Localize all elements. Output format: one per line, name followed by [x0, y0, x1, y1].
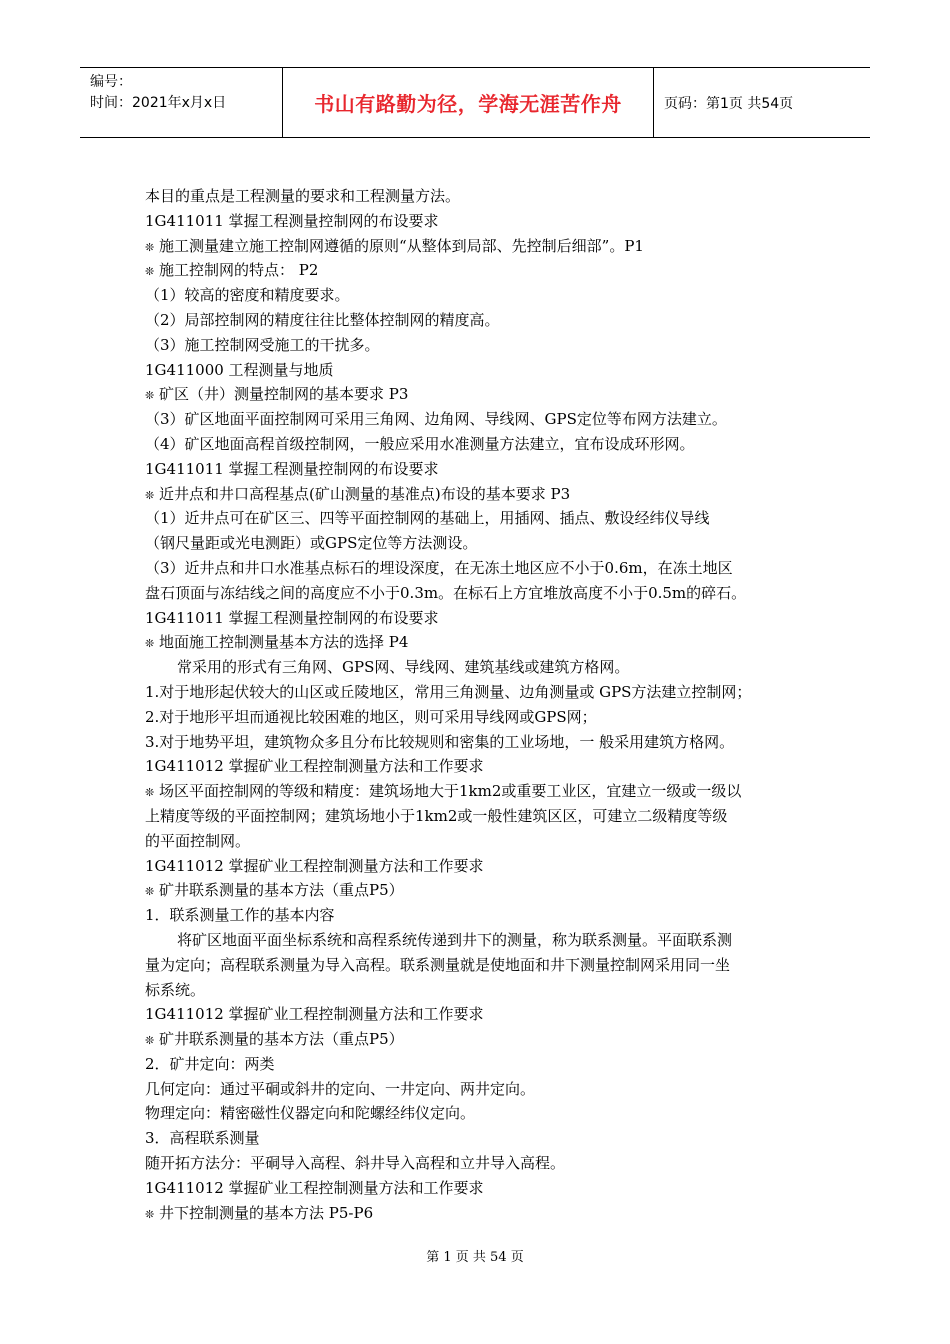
text-line — [145, 1151, 815, 1176]
text-line — [145, 953, 815, 978]
header-meta — [80, 68, 282, 137]
text-line — [145, 1052, 815, 1077]
line-text: 2.对于地形平坦而通视比较困难的地区，则可采用导线网或GPS网； — [145, 707, 597, 726]
bullet-icon: ❊ — [145, 786, 155, 800]
text-line — [145, 358, 815, 383]
text-line — [145, 506, 815, 531]
document-body — [145, 184, 815, 1225]
text-line — [145, 556, 815, 581]
line-text: （2）局部控制网的精度往往比整体控制网的精度高。 — [145, 310, 500, 329]
text-line — [145, 1176, 815, 1201]
text-line — [145, 779, 815, 804]
line-text: 井下控制测量的基本方法 P5-P6 — [159, 1203, 374, 1222]
text-line — [145, 234, 815, 259]
page-header — [80, 67, 870, 138]
line-text: 2．矿井定向：两类 — [145, 1054, 275, 1073]
line-text: 矿井联系测量的基本方法（重点P5） — [159, 881, 404, 900]
line-text: 1G411011 掌握工程测量控制网的布设要求 — [145, 608, 439, 627]
line-text: 3.对于地势平坦，建筑物众多且分布比较规则和密集的工业场地，一 般采用建筑方格网。 — [145, 732, 735, 751]
line-text: 将矿区地面平面坐标系统和高程系统传递到井下的测量，称为联系测量。平面联系测 — [177, 930, 733, 949]
line-text: 上精度等级的平面控制网；建筑场地小于1km2或一般性建筑区区，可建立二级精度等级 — [145, 806, 728, 825]
header-page-info: 页码：第1页 共54页 — [664, 95, 794, 112]
text-line — [145, 978, 815, 1003]
text-line — [145, 655, 815, 680]
line-text: 标系统。 — [145, 980, 206, 999]
text-line — [145, 581, 815, 606]
line-text: 1G411012 掌握矿业工程控制测量方法和工作要求 — [145, 1005, 484, 1024]
line-text: 1G411000 工程测量与地质 — [145, 360, 334, 379]
text-line — [145, 680, 815, 705]
line-text: （3）矿区地面平面控制网可采用三角网、边角网、导线网、GPS定位等布网方法建立。 — [145, 410, 727, 429]
document-date-label: 时间：2021年x月x日 — [90, 95, 227, 111]
text-line — [145, 1027, 815, 1052]
text-line — [145, 432, 815, 457]
line-text: 施工测量建立施工控制网遵循的原则“从整体到局部、先控制后细部”。P1 — [159, 236, 644, 255]
bullet-icon: ❊ — [145, 240, 155, 254]
line-text: 矿井联系测量的基本方法（重点P5） — [159, 1030, 404, 1049]
text-line — [145, 705, 815, 730]
text-line — [145, 1101, 815, 1126]
line-text: 常采用的形式有三角网、GPS网、导线网、建筑基线或建筑方格网。 — [177, 658, 630, 677]
line-text: （4）矿区地面高程首级控制网，一般应采用水准测量方法建立，宜布设成环形网。 — [145, 434, 695, 453]
text-line — [145, 184, 815, 209]
line-text: 施工控制网的特点： P2 — [159, 261, 319, 280]
text-line — [145, 531, 815, 556]
text-line — [145, 407, 815, 432]
line-text: 本目的重点是工程测量的要求和工程测量方法。 — [145, 187, 461, 205]
text-line — [145, 1126, 815, 1151]
text-line — [145, 804, 815, 829]
line-text: 盘石顶面与冻结线之间的高度应不小于0.3m。在标石上方宜堆放高度不小于0.5m的碎石。 — [145, 583, 747, 602]
line-text: 地面施工控制测量基本方法的选择 P4 — [159, 633, 409, 652]
text-line — [145, 928, 815, 953]
text-line — [145, 854, 815, 879]
line-text: 1G411012 掌握矿业工程控制测量方法和工作要求 — [145, 856, 484, 875]
text-line — [145, 308, 815, 333]
bullet-icon: ❊ — [145, 488, 155, 502]
bullet-icon: ❊ — [145, 265, 155, 279]
line-text: 随开拓方法分：平硐导入高程、斜井导入高程和立井导入高程。 — [145, 1154, 566, 1173]
text-line — [145, 382, 815, 407]
line-text: 量为定向；高程联系测量为导入高程。联系测量就是使地面和井下测量控制网采用同一坐 — [145, 955, 731, 974]
line-text: （3）近井点和井口水准基点标石的埋设深度，在无冻土地区应不小于0.6m，在冻土地区 — [145, 558, 733, 577]
line-text: 1G411011 掌握工程测量控制网的布设要求 — [145, 459, 439, 478]
text-line — [145, 1077, 815, 1102]
document-number-label: 编号： — [90, 74, 132, 90]
line-text: （3）施工控制网受施工的干扰多。 — [145, 335, 380, 354]
text-line — [145, 209, 815, 234]
text-line — [145, 1201, 815, 1226]
line-text: 3．高程联系测量 — [145, 1129, 260, 1148]
text-line — [145, 730, 815, 755]
line-text: 近井点和井口高程基点(矿山测量的基准点)布设的基本要求 P3 — [159, 484, 571, 503]
line-text: 场区平面控制网的等级和精度：建筑场地大于1km2或重要工业区，宜建立一级或一级以 — [159, 782, 742, 801]
line-text: （1）近井点可在矿区三、四等平面控制网的基础上，用插网、插点、敷设经纬仪导线 — [145, 509, 710, 528]
text-line — [145, 258, 815, 283]
text-line — [145, 333, 815, 358]
bullet-icon: ❊ — [145, 885, 155, 899]
text-line — [145, 630, 815, 655]
text-line — [145, 829, 815, 854]
text-line — [145, 754, 815, 779]
line-text: 1G411012 掌握矿业工程控制测量方法和工作要求 — [145, 757, 484, 776]
text-line — [145, 482, 815, 507]
line-text: （1）较高的密度和精度要求。 — [145, 286, 350, 305]
bullet-icon: ❊ — [145, 1207, 155, 1221]
line-text: （钢尺量距或光电测距）或GPS定位等方法测设。 — [145, 534, 478, 553]
line-text: 矿区（井）测量控制网的基本要求 P3 — [159, 385, 409, 404]
line-text: 1G411011 掌握工程测量控制网的布设要求 — [145, 211, 439, 230]
line-text: 物理定向：精密磁性仪器定向和陀螺经纬仪定向。 — [145, 1104, 476, 1123]
bullet-icon: ❊ — [145, 1034, 155, 1048]
bullet-icon: ❊ — [145, 389, 155, 403]
text-line — [145, 606, 815, 631]
line-text: 1．联系测量工作的基本内容 — [145, 906, 335, 925]
header-motto: 书山有路勤为径，学海无涯苦作舟 — [282, 68, 654, 137]
line-text: 1.对于地形起伏较大的山区或丘陵地区，常用三角测量、边角测量或 GPS方法建立控制网； — [145, 682, 752, 701]
text-line — [145, 283, 815, 308]
line-text: 几何定向：通过平硐或斜井的定向、一井定向、两井定向。 — [145, 1079, 536, 1098]
text-line — [145, 878, 815, 903]
line-text: 的平面控制网。 — [145, 831, 251, 850]
bullet-icon: ❊ — [145, 637, 155, 651]
text-line — [145, 903, 815, 928]
text-line — [145, 1002, 815, 1027]
page-footer: 第 1 页 共 54 页 — [426, 1250, 524, 1265]
line-text: 1G411012 掌握矿业工程控制测量方法和工作要求 — [145, 1178, 484, 1197]
text-line — [145, 457, 815, 482]
